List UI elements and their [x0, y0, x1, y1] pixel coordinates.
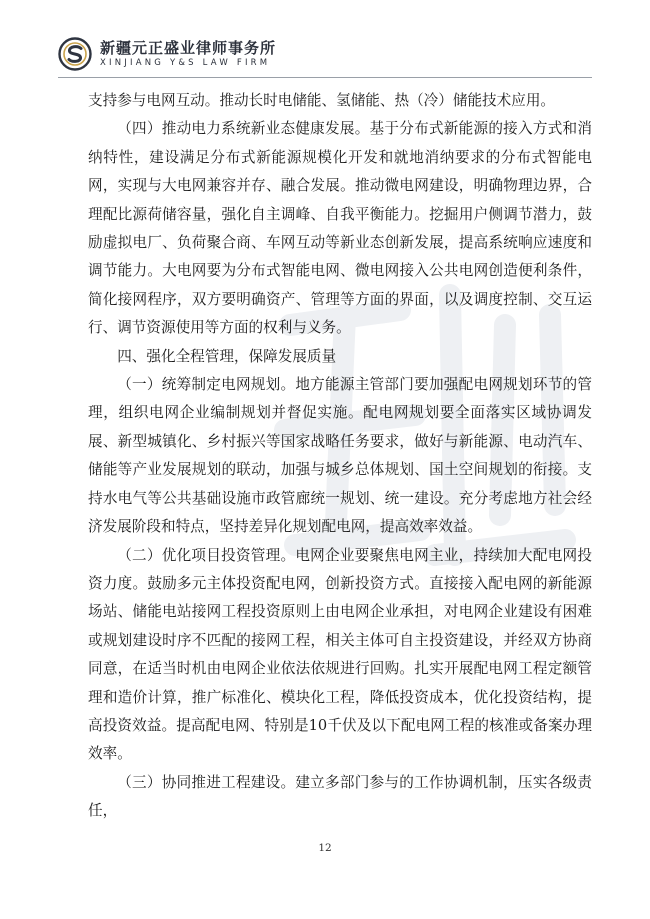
- paragraph-section-4: （四）推动电力系统新业态健康发展。基于分布式新能源的接入方式和消纳特性，建设满足分布式新能源规模化开发和就地消纳要求的分布式智能电网，实现与大电网兼容并存、融合发展。推动微电网建设，明确物理边界，合理配比源荷储容量，强化自主调峰、自我平衡能力。挖掘用户侧调节潜力，鼓励虚拟电厂、负荷聚合商、车网互动等新业态创新发展，提高系统响应速度和调节能力。大电网要为分布式智能电网、微电网接入公共电网创造便利条件，简化接网程序，双方要明确资产、管理等方面的界面，以及调度控制、交互运行、调节资源使用等方面的权利与义务。: [88, 120, 592, 337]
- paragraph-continuation: 支持参与电网互动。推动长时电储能、氢储能、热（冷）储能技术应用。: [88, 92, 556, 109]
- paragraph-investment: （二）优化项目投资管理。电网企业要聚焦电网主业，持续加大配电网投资力度。鼓励多元主体投资配电网，创新投资方式。直接接入配电网的新能源场站、储能电站接网工程投资原则上由电网企业承担，对电网企业建设有困难或规划建设时序不匹配的接网工程，相关主体可自主投资建设，并经双方协商同意，在适当时机由电网企业依法依规进行回购。扎实开展配电网工程定额管理和造价计算，推广标准化、模块化工程，降低投资成本，优化投资结构，提高投资效益。提高配电网、特别是10千伏及以下配电网工程的核准或备案办理效率。: [88, 546, 592, 763]
- firm-name-en: XINJIANG Y&S LAW FIRM: [100, 58, 271, 68]
- firm-logo-icon: [58, 37, 92, 71]
- paragraph-planning: （一）统筹制定电网规划。地方能源主管部门要加强配电网规划环节的管理，组织电网企业编制规划并督促实施。配电网规划要全面落实区域协调发展、新型城镇化、乡村振兴等国家战略任务要求，做好与新能源、电动汽车、储能等产业发展规划的联动，加强与城乡总体规划、国土空间规划的衔接。支持水电气等公共基础设施市政管廊统一规划、统一建设。充分考虑地方社会经济发展阶段和特点，坚持差异化规划配电网，提高效率效益。: [88, 376, 592, 536]
- firm-name-cn: 新疆元正盛业律师事务所: [100, 39, 277, 57]
- header-divider: [58, 77, 592, 78]
- document-body: [88, 87, 592, 826]
- section-heading: 四、强化全程管理，保障发展质量: [117, 347, 337, 365]
- paragraph-construction: （三）协同推进工程建设。建立多部门参与的工作协调机制，压实各级责任，: [88, 773, 592, 820]
- firm-brand: [100, 39, 276, 69]
- page-number: 12: [318, 842, 332, 854]
- page-header: [58, 34, 276, 74]
